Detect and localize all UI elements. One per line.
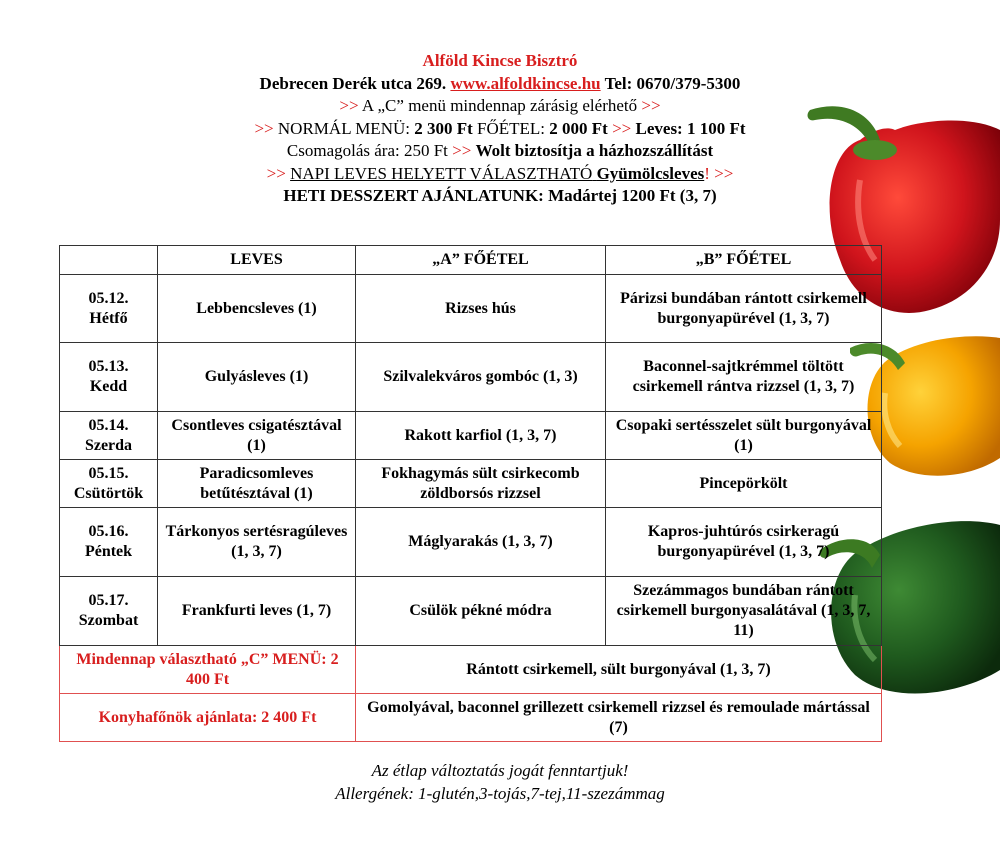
- day-cell: [60, 577, 158, 646]
- table-header-row: [60, 246, 882, 275]
- weekly-menu-table: [59, 245, 882, 742]
- b-main-cell: Szezámmagos bundában rántott csirkemell burgonyasalátával (1, 3, 7, 11): [606, 577, 882, 646]
- date: 05.17.: [88, 592, 129, 609]
- main-course-price: 2 000 Ft: [549, 118, 608, 138]
- weekday: Szombat: [78, 612, 139, 629]
- change-note: Az étlap változtatás jogát fenntartjuk!: [371, 761, 629, 780]
- day-cell: [60, 343, 158, 412]
- dessert-offer: HETI DESSZERT AJÁNLATUNK: Madártej 1200 Ft (3, 7): [283, 186, 717, 205]
- main-course-label: FŐÉTEL:: [477, 118, 546, 138]
- exclamation: !: [704, 163, 710, 183]
- chef-offer-label: Konyhafőnök ajánlata: 2 400 Ft: [60, 694, 356, 742]
- column-header-soup: LEVES: [158, 246, 356, 275]
- fruit-soup-line: [0, 163, 1000, 186]
- c-menu-dish: Rántott csirkemell, sült burgonyával (1, 3, 7): [356, 646, 882, 694]
- restaurant-name: Alföld Kincse Bisztró: [422, 51, 578, 70]
- arrow: >>: [339, 96, 359, 115]
- table-row: [60, 275, 882, 343]
- column-header: [60, 246, 158, 275]
- packaging-line: [0, 140, 1000, 163]
- arrow: >>: [641, 96, 661, 115]
- menu-header: [0, 50, 1000, 208]
- soup-cell: Csontleves csigatésztával (1): [158, 412, 356, 460]
- phone: Tel: 0670/379-5300: [604, 73, 741, 93]
- day-cell: [60, 412, 158, 460]
- chef-offer-dish: Gomolyával, baconnel grillezett csirkemell rizzsel és remoulade mártással (7): [356, 694, 882, 742]
- c-menu-label: Mindennap választható „C” MENÜ: 2 400 Ft: [60, 646, 356, 694]
- normal-menu-price: 2 300 Ft: [414, 118, 473, 138]
- date: 05.16.: [88, 523, 129, 540]
- column-header-b-main: „B” FŐÉTEL: [606, 246, 882, 275]
- table-row: [60, 577, 882, 646]
- packaging-price: Csomagolás ára: 250 Ft: [286, 141, 448, 160]
- b-main-cell: Csopaki sertésszelet sült burgonyával (1): [606, 412, 882, 460]
- soup-price: Leves: 1 100 Ft: [635, 118, 746, 138]
- table-row: [60, 460, 882, 508]
- weekday: Péntek: [84, 543, 133, 560]
- c-menu-row: [60, 646, 882, 694]
- menu-footer: [0, 759, 1000, 805]
- day-cell: [60, 460, 158, 508]
- c-menu-note: A „C” menü mindennap zárásig elérhető: [361, 96, 638, 115]
- arrow: >>: [612, 118, 632, 138]
- a-main-cell: Rizses hús: [356, 275, 606, 343]
- date: 05.14.: [88, 416, 129, 434]
- soup-cell: Lebbencsleves (1): [158, 275, 356, 343]
- date: 05.13.: [88, 358, 129, 375]
- chef-offer-row: [60, 694, 882, 742]
- allergens-note: Allergének: 1-glutén,3-tojás,7-tej,11-szezámmag: [335, 784, 665, 803]
- column-header-a-main: „A” FŐÉTEL: [356, 246, 606, 275]
- arrow: >>: [714, 163, 734, 183]
- table-row: [60, 412, 882, 460]
- date: 05.15.: [88, 464, 129, 482]
- normal-menu-label: NORMÁL MENÜ:: [277, 118, 410, 138]
- website-link[interactable]: www.alfoldkincse.hu: [450, 73, 601, 93]
- soup-cell: Frankfurti leves (1, 7): [158, 577, 356, 646]
- a-main-cell: Rakott karfiol (1, 3, 7): [356, 412, 606, 460]
- soup-cell: Tárkonyos sertésragúleves (1, 3, 7): [158, 508, 356, 577]
- wolt-note: Wolt biztosítja a házhozszállítást: [475, 141, 714, 160]
- day-cell: [60, 508, 158, 577]
- c-menu-note-line: [0, 95, 1000, 118]
- a-main-cell: Csülök pékné módra: [356, 577, 606, 646]
- prices-line: [0, 118, 1000, 141]
- a-main-cell: Szilvalekváros gombóc (1, 3): [356, 343, 606, 412]
- fruit-soup: Gyümölcsleves: [596, 163, 705, 183]
- fruit-soup-prefix: NAPI LEVES HELYETT VÁLASZTHATÓ: [290, 163, 593, 183]
- arrow: >>: [254, 118, 274, 138]
- address: Debrecen Derék utca 269.: [259, 73, 447, 93]
- weekday: Hétfő: [89, 309, 128, 327]
- b-main-cell: Kapros-juhtúrós csirkeragú burgonyapürével (1, 3, 7): [606, 508, 882, 577]
- weekday: Szerda: [84, 436, 133, 454]
- soup-cell: Paradicsomleves betűtésztával (1): [158, 460, 356, 508]
- soup-cell: Gulyásleves (1): [158, 343, 356, 412]
- arrow: >>: [452, 141, 472, 160]
- contact-line: [0, 73, 1000, 96]
- b-main-cell: Baconnel-sajtkrémmel töltött csirkemell rántva rizzsel (1, 3, 7): [606, 343, 882, 412]
- table-row: [60, 508, 882, 577]
- table-row: [60, 343, 882, 412]
- a-main-cell: Fokhagymás sült csirkecomb zöldborsós rizzsel: [356, 460, 606, 508]
- weekday: Csütörtök: [73, 484, 144, 502]
- arrow: >>: [266, 163, 286, 183]
- weekday: Kedd: [89, 378, 128, 395]
- b-main-cell: Pincepörkölt: [606, 460, 882, 508]
- b-main-cell: Párizsi bundában rántott csirkemell burgonyapürével (1, 3, 7): [606, 275, 882, 343]
- date: 05.12.: [88, 289, 129, 307]
- day-cell: [60, 275, 158, 343]
- a-main-cell: Máglyarakás (1, 3, 7): [356, 508, 606, 577]
